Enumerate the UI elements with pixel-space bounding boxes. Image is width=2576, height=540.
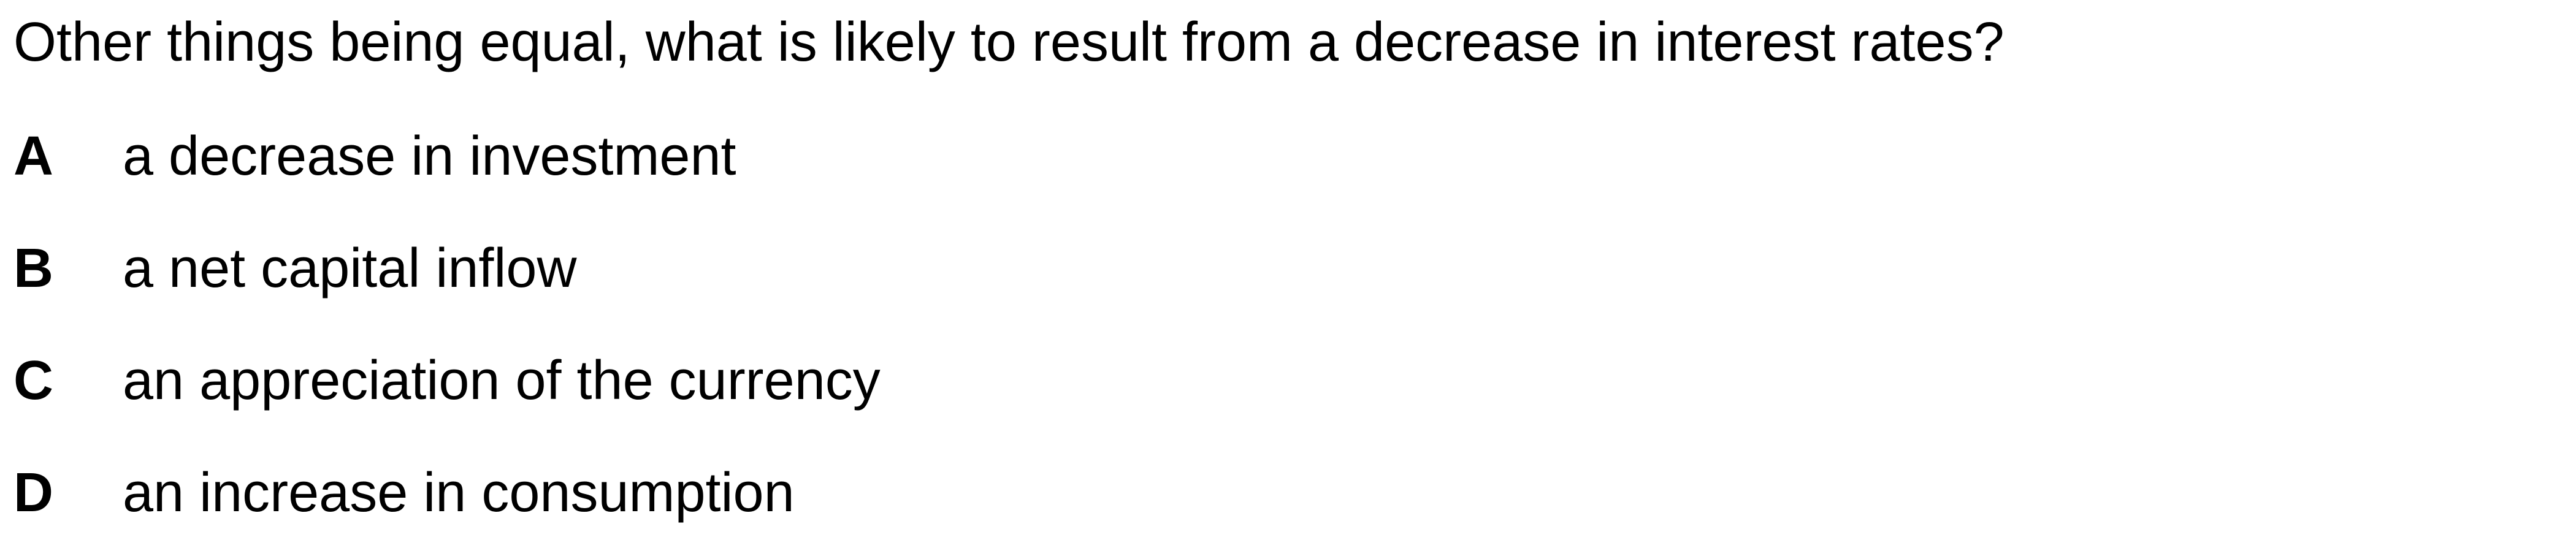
question-text: Other things being equal, what is likely to result from a decrease in interest rates? [13,12,2005,73]
option-d-letter: D [13,462,53,523]
option-d-text: an increase in consumption [123,462,795,523]
option-a-text: a decrease in investment [123,126,736,187]
option-b-text: a net capital inflow [123,238,577,299]
option-a-letter: A [13,126,53,187]
option-c-letter: C [13,350,53,411]
option-c-text: an appreciation of the currency [123,350,881,411]
option-b-letter: B [13,238,53,299]
